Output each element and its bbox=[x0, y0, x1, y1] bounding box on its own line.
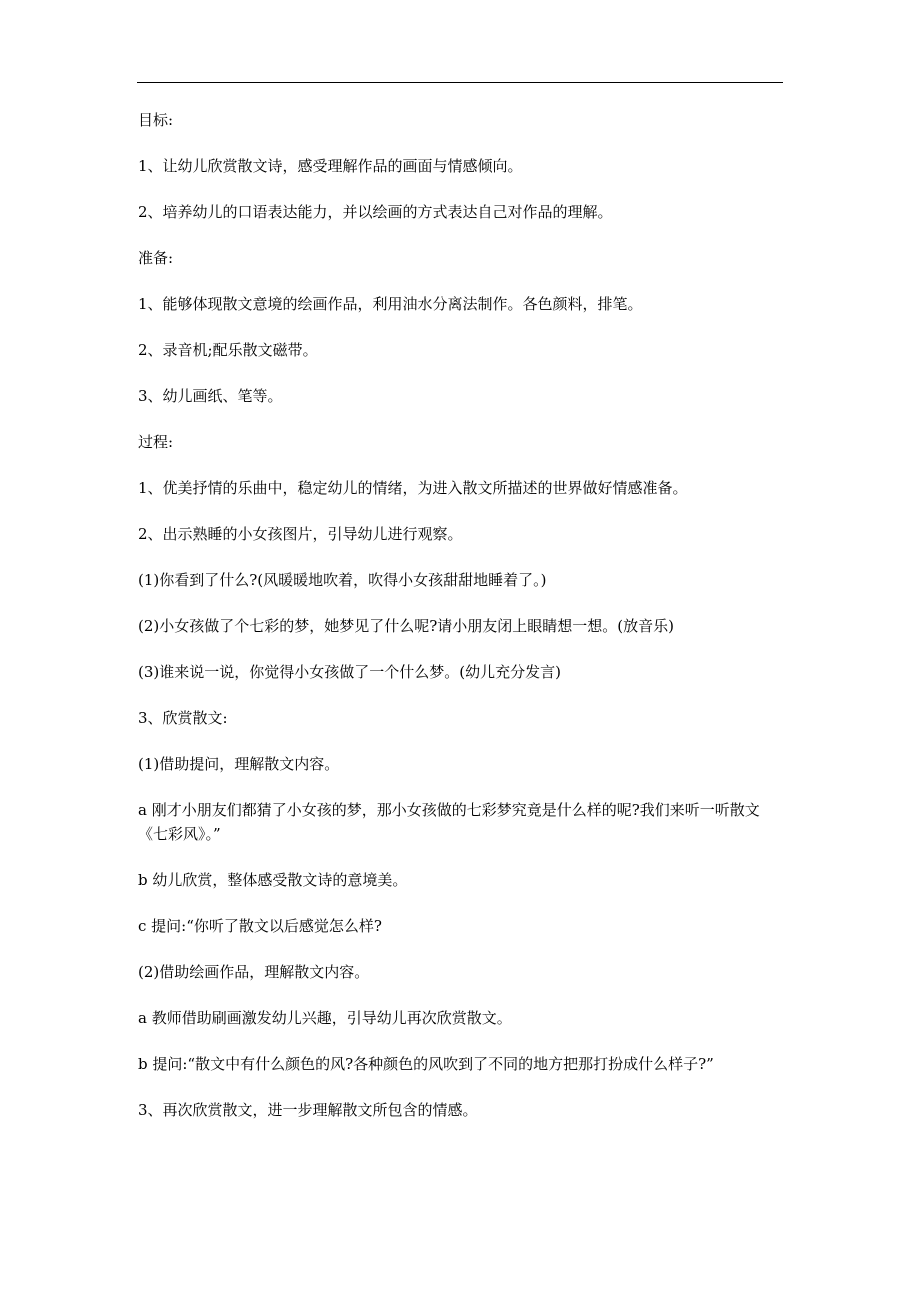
preparation-item: 2、录音机;配乐散文磁带。 bbox=[138, 341, 318, 359]
process-substep: (2)借助绘画作品，理解散文内容。 bbox=[138, 963, 370, 981]
section-heading-preparation: 准备: bbox=[138, 249, 174, 267]
section-heading-goals: 目标: bbox=[138, 111, 174, 129]
process-substep: (3)谁来说一说，你觉得小女孩做了一个什么梦。(幼儿充分发言) bbox=[138, 663, 561, 681]
preparation-item: 1、能够体现散文意境的绘画作品，利用油水分离法制作。各色颜料，排笔。 bbox=[138, 295, 643, 313]
process-detail: a 刚才小朋友们都猜了小女孩的梦，那小女孩做的七彩梦究竟是什么样的呢?我们来听一听散文《七彩风》。” bbox=[138, 801, 760, 843]
process-substep: (2)小女孩做了个七彩的梦，她梦见了什么呢?请小朋友闭上眼睛想一想。(放音乐) bbox=[138, 617, 674, 635]
process-detail: b 提问:“散文中有什么颜色的风?各种颜色的风吹到了不同的地方把那打扮成什么样子?” bbox=[138, 1055, 714, 1073]
preparation-item: 3、幼儿画纸、笔等。 bbox=[138, 387, 283, 405]
process-step: 3、再次欣赏散文，进一步理解散文所包含的情感。 bbox=[138, 1101, 478, 1119]
process-detail: a 教师借助刷画激发幼儿兴趣，引导幼儿再次欣赏散文。 bbox=[138, 1009, 512, 1027]
process-step: 3、欣赏散文: bbox=[138, 709, 228, 727]
process-step: 1、优美抒情的乐曲中，稳定幼儿的情绪，为进入散文所描述的世界做好情感准备。 bbox=[138, 479, 688, 497]
header-rule bbox=[137, 82, 783, 83]
process-detail: b 幼儿欣赏，整体感受散文诗的意境美。 bbox=[138, 871, 408, 889]
document-body bbox=[138, 108, 788, 1144]
goal-item: 2、培养幼儿的口语表达能力，并以绘画的方式表达自己对作品的理解。 bbox=[138, 203, 613, 221]
section-heading-process: 过程: bbox=[138, 433, 174, 451]
process-substep: (1)你看到了什么?(风暖暖地吹着，吹得小女孩甜甜地睡着了。) bbox=[138, 571, 547, 589]
process-detail: c 提问:“你听了散文以后感觉怎么样? bbox=[138, 917, 382, 935]
process-substep: (1)借助提问，理解散文内容。 bbox=[138, 755, 340, 773]
process-step: 2、出示熟睡的小女孩图片，引导幼儿进行观察。 bbox=[138, 525, 463, 543]
goal-item: 1、让幼儿欣赏散文诗，感受理解作品的画面与情感倾向。 bbox=[138, 157, 523, 175]
